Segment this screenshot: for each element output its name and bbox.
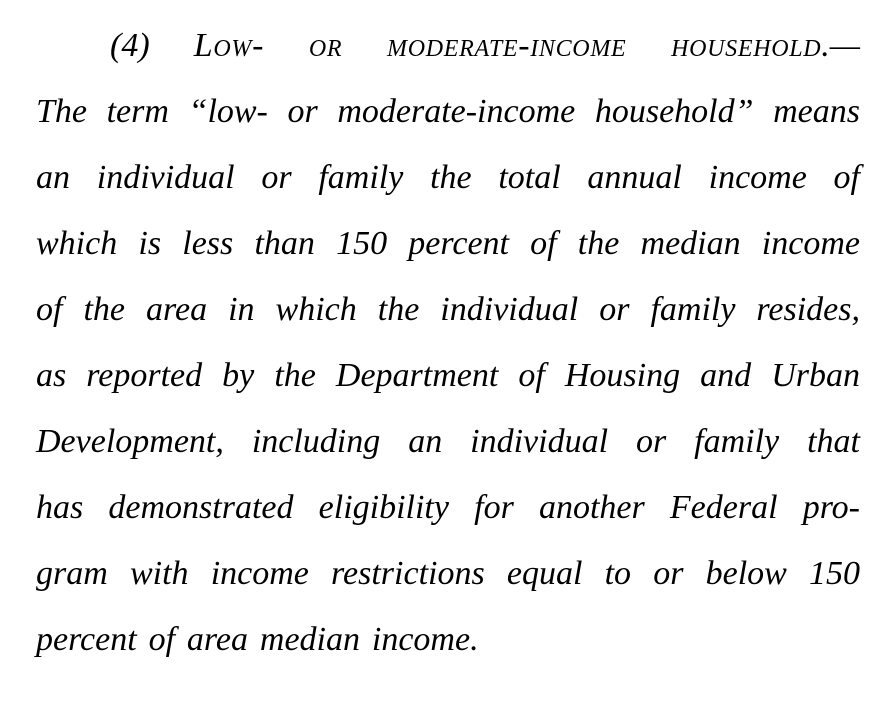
clause-heading-punctuation: .— [821,27,861,64]
body-line: of the area in which the individual or family resides, [36,291,860,328]
clause-heading-line [36,13,860,79]
clause-number: (4) [110,27,194,64]
body-line: an individual or family the total annual income of [36,159,860,196]
body-line: percent of area median income. [36,621,479,658]
body-line: as reported by the Department of Housing and Urban [36,357,860,394]
clause-heading: Low- or moderate-income household [193,27,822,64]
body-line: has demonstrated eligibility for another Federal pro- [36,489,860,526]
body-line: The term “low- or moderate-income household” means [36,93,860,130]
body-line: gram with income restrictions equal to or below 150 [36,555,860,592]
body-line: Development, including an individual or family that [36,423,860,460]
body-line: which is less than 150 percent of the median income [36,225,860,262]
